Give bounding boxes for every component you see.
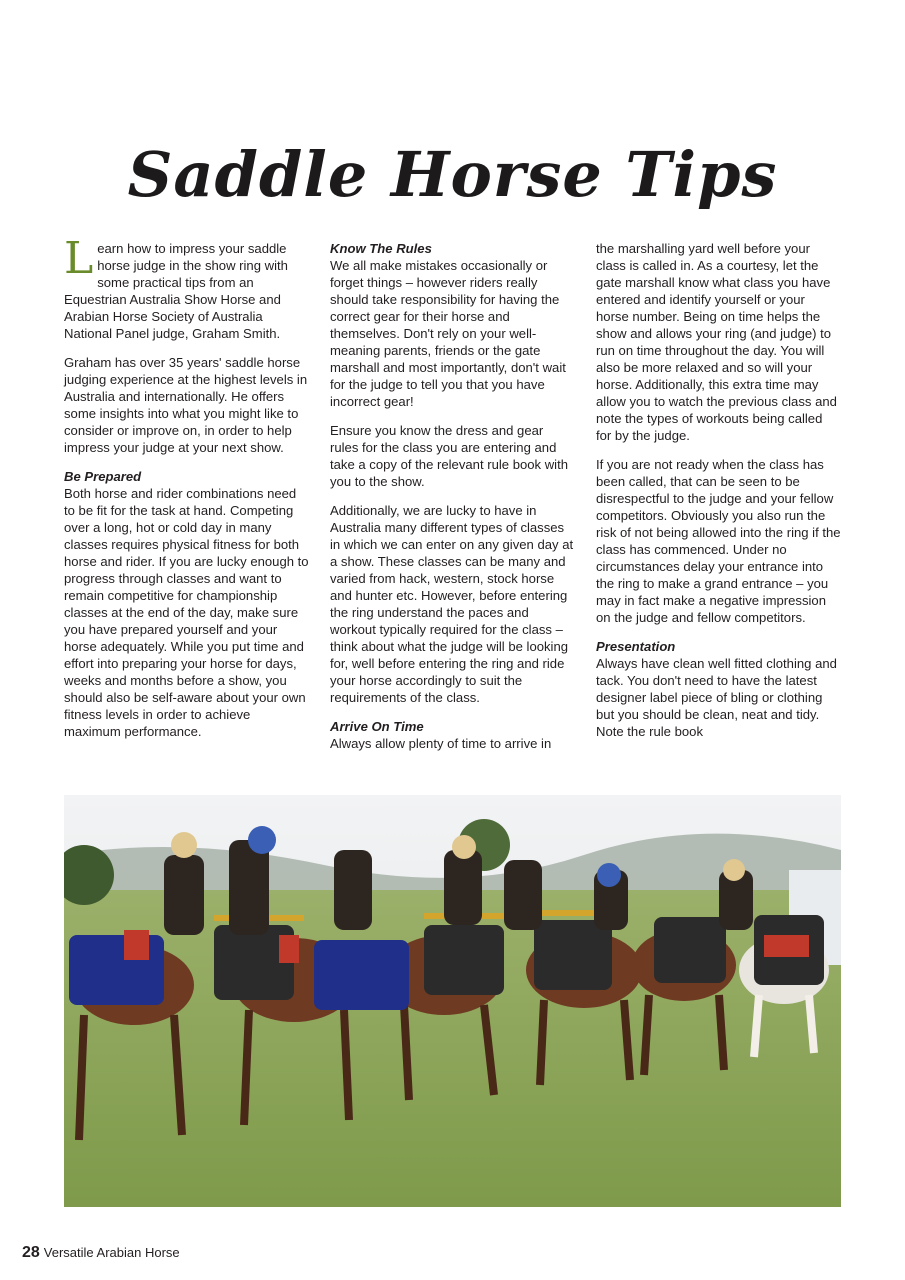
rules-paragraph-2: Ensure you know the dress and gear rules for the class you are entering and take a copy of the relevant rule book with you to the show.: [330, 423, 569, 489]
intro-paragraph: [64, 233, 309, 342]
publication-name: Versatile Arabian Horse: [43, 1245, 180, 1260]
dropcap: L: [64, 233, 94, 284]
intro-text: earn how to impress your saddle horse judge in the show ring with some practical tips from an Equestrian Australia Show Horse and Arabian Horse Society of Australia National Panel judge, Graham Smith.: [64, 241, 288, 341]
page-title: Saddle Horse Tips: [127, 138, 778, 211]
column-3: [596, 240, 841, 752]
column-2: [330, 240, 575, 764]
prepared-paragraph: Both horse and rider combinations need to be fit for the task at hand. Competing over a long, hot or cold day in many classes requires physical fitness for both horse and rider. If you are lucky enough to progress through classes and want to remain competitive for championship classes at the end of the day, make sure you have prepared yourself and your horse adequately. While you put time and effort into preparing your horse for days, weeks and months before a show, you should also be self-aware about your own fitness levels in order to achieve maximum performance.: [64, 486, 309, 739]
heading-presentation: Presentation: [596, 639, 676, 654]
horses-photo: [64, 795, 841, 1207]
time-paragraph-3: If you are not ready when the class has been called, that can be seen to be disrespectful to the judge and your fellow competitors. Obviously you also run the risk of not being allowed into the ring if the class has commenced. Under no circumstances delay your entrance into the ring to make a grand entrance – you may in fact make a negative impression on the judge and fellow competitors.: [596, 457, 841, 625]
rules-paragraph-1: We all make mistakes occasionally or forget things – however riders really should take responsibility for having the correct gear for their horse and themselves. Don't rely on your well-meaning parents, friends or the gate marshall and most importantly, don't wait for the judge to tell you that you have incorrect gear!: [330, 258, 566, 409]
rules-paragraph-3: Additionally, we are lucky to have in Australia many different types of classes in which we can enter on any given day at a show. These classes can be many and varied from hack, western, stock horse and hunter etc. However, before entering the ring understand the paces and workout typically required for the class – think about what the judge will be looking for, well before entering the ring and ride your horse accordingly to suit the requirements of the class.: [330, 503, 574, 705]
column-1: [64, 233, 309, 752]
time-paragraph-2: the marshalling yard well before your class is called in. As a courtesy, let the gate marshall know what class you have entered and identify yourself or your horse number. Being on time helps the show and allows your ring (and judge) to run on time throughout the day. You will also be more relaxed and so will your horse. Additionally, this extra time may allow you to watch the previous class and note the types of workouts being called for by the judge.: [596, 241, 837, 443]
heading-be-prepared: Be Prepared: [64, 469, 142, 484]
presentation-paragraph: Always have clean well fitted clothing and tack. You don't need to have the latest designer label piece of bling or clothing but you should be clean, neat and tidy. Note the rule book: [596, 656, 837, 739]
graham-paragraph: Graham has over 35 years' saddle horse judging experience at the highest levels in Australia and internationally. He offers some insights into what you might like to consider or improve on, in order to help impress your judge at your next show.: [64, 355, 308, 455]
time-paragraph-1: Always allow plenty of time to arrive in: [330, 736, 552, 751]
heading-know-the-rules: Know The Rules: [330, 241, 432, 256]
heading-arrive-on-time: Arrive On Time: [330, 719, 424, 734]
page-footer: [22, 1244, 180, 1262]
page-number: 28: [22, 1244, 40, 1261]
